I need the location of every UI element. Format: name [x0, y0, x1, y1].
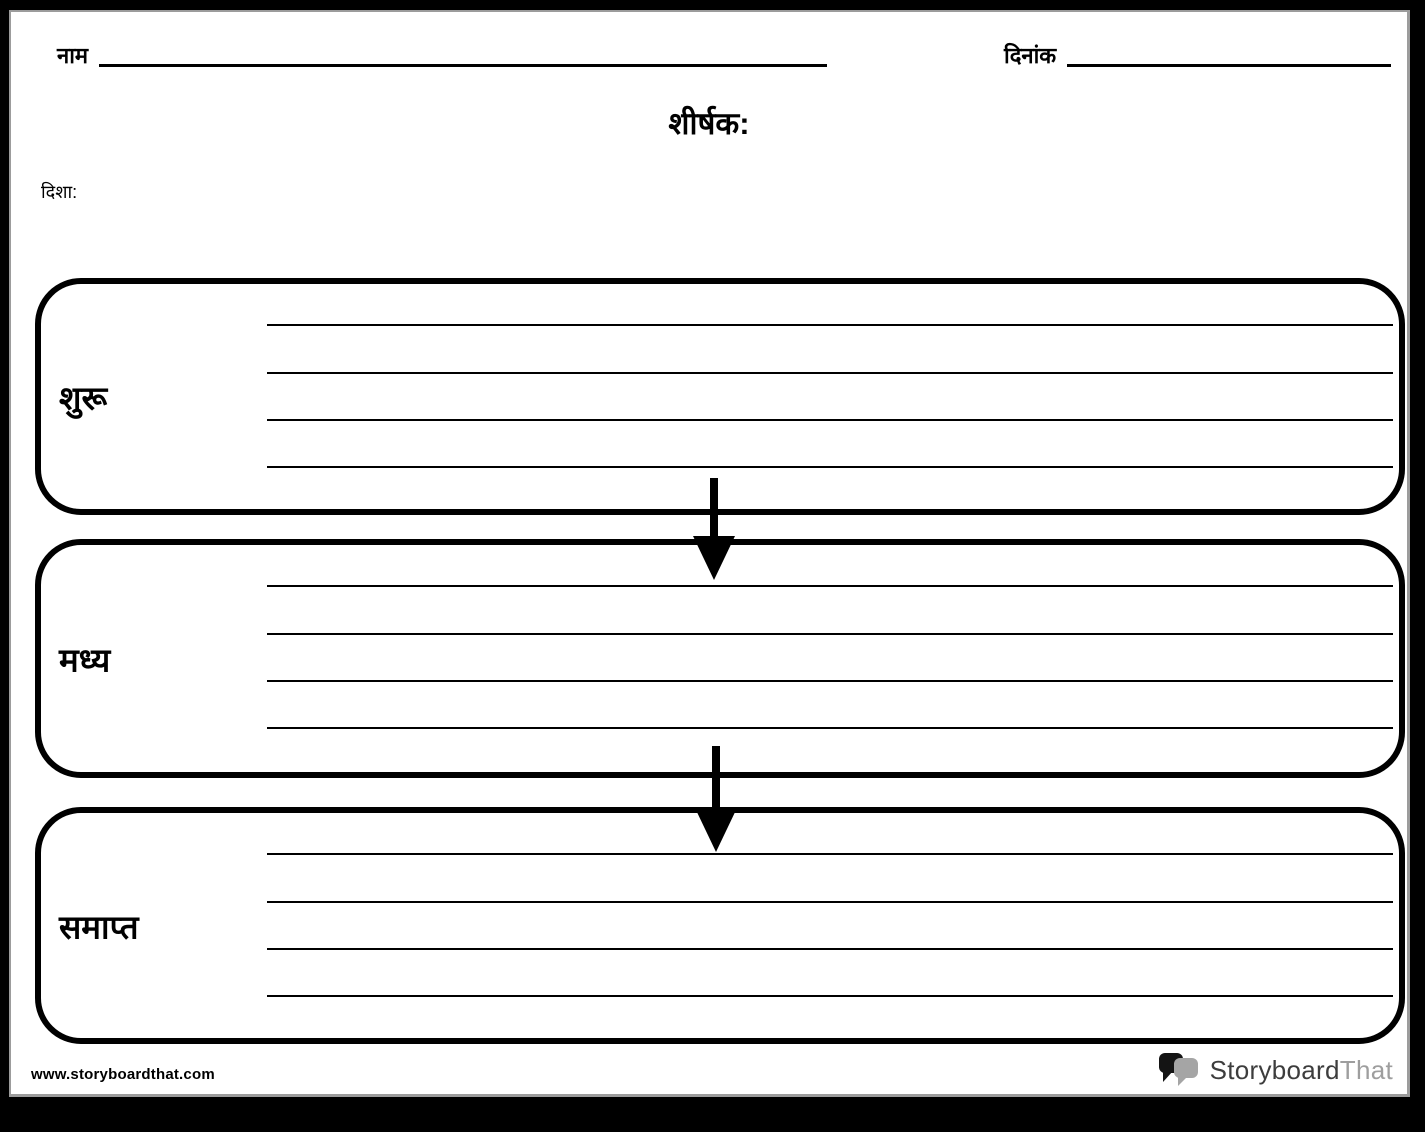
- box-label-end: समाप्त: [59, 908, 139, 945]
- writing-line[interactable]: [267, 585, 1393, 587]
- writing-line[interactable]: [267, 995, 1393, 997]
- logo-text-storyboard: Storyboard: [1209, 1054, 1340, 1085]
- writing-line[interactable]: [267, 372, 1393, 374]
- storyboardthat-logo: [1159, 1052, 1393, 1088]
- directions-label: दिशा:: [41, 182, 78, 202]
- arrow-down-icon: [693, 746, 739, 853]
- box-label-middle: मध्य: [59, 641, 111, 678]
- writing-line[interactable]: [267, 901, 1393, 903]
- writing-line[interactable]: [267, 727, 1393, 729]
- worksheet-page: [9, 10, 1410, 1097]
- writing-line[interactable]: [267, 633, 1393, 635]
- date-label: दिनांक: [1004, 43, 1057, 68]
- name-fill-line[interactable]: [99, 64, 827, 67]
- logo-text: [1210, 1055, 1393, 1086]
- worksheet-title: शीर्षक:: [668, 106, 750, 141]
- box-label-beginning: शुरू: [59, 379, 108, 416]
- arrow-down-icon: [691, 478, 737, 581]
- date-fill-line[interactable]: [1067, 64, 1391, 67]
- writing-line[interactable]: [267, 853, 1393, 855]
- writing-line[interactable]: [267, 948, 1393, 950]
- name-label: नाम: [57, 43, 89, 68]
- writing-line[interactable]: [267, 680, 1393, 682]
- writing-line[interactable]: [267, 466, 1393, 468]
- logo-text-that: That: [1339, 1054, 1393, 1085]
- writing-line[interactable]: [267, 419, 1393, 421]
- speech-bubbles-icon: [1159, 1053, 1201, 1087]
- website-url: www.storyboardthat.com: [31, 1066, 215, 1083]
- writing-line[interactable]: [267, 324, 1393, 326]
